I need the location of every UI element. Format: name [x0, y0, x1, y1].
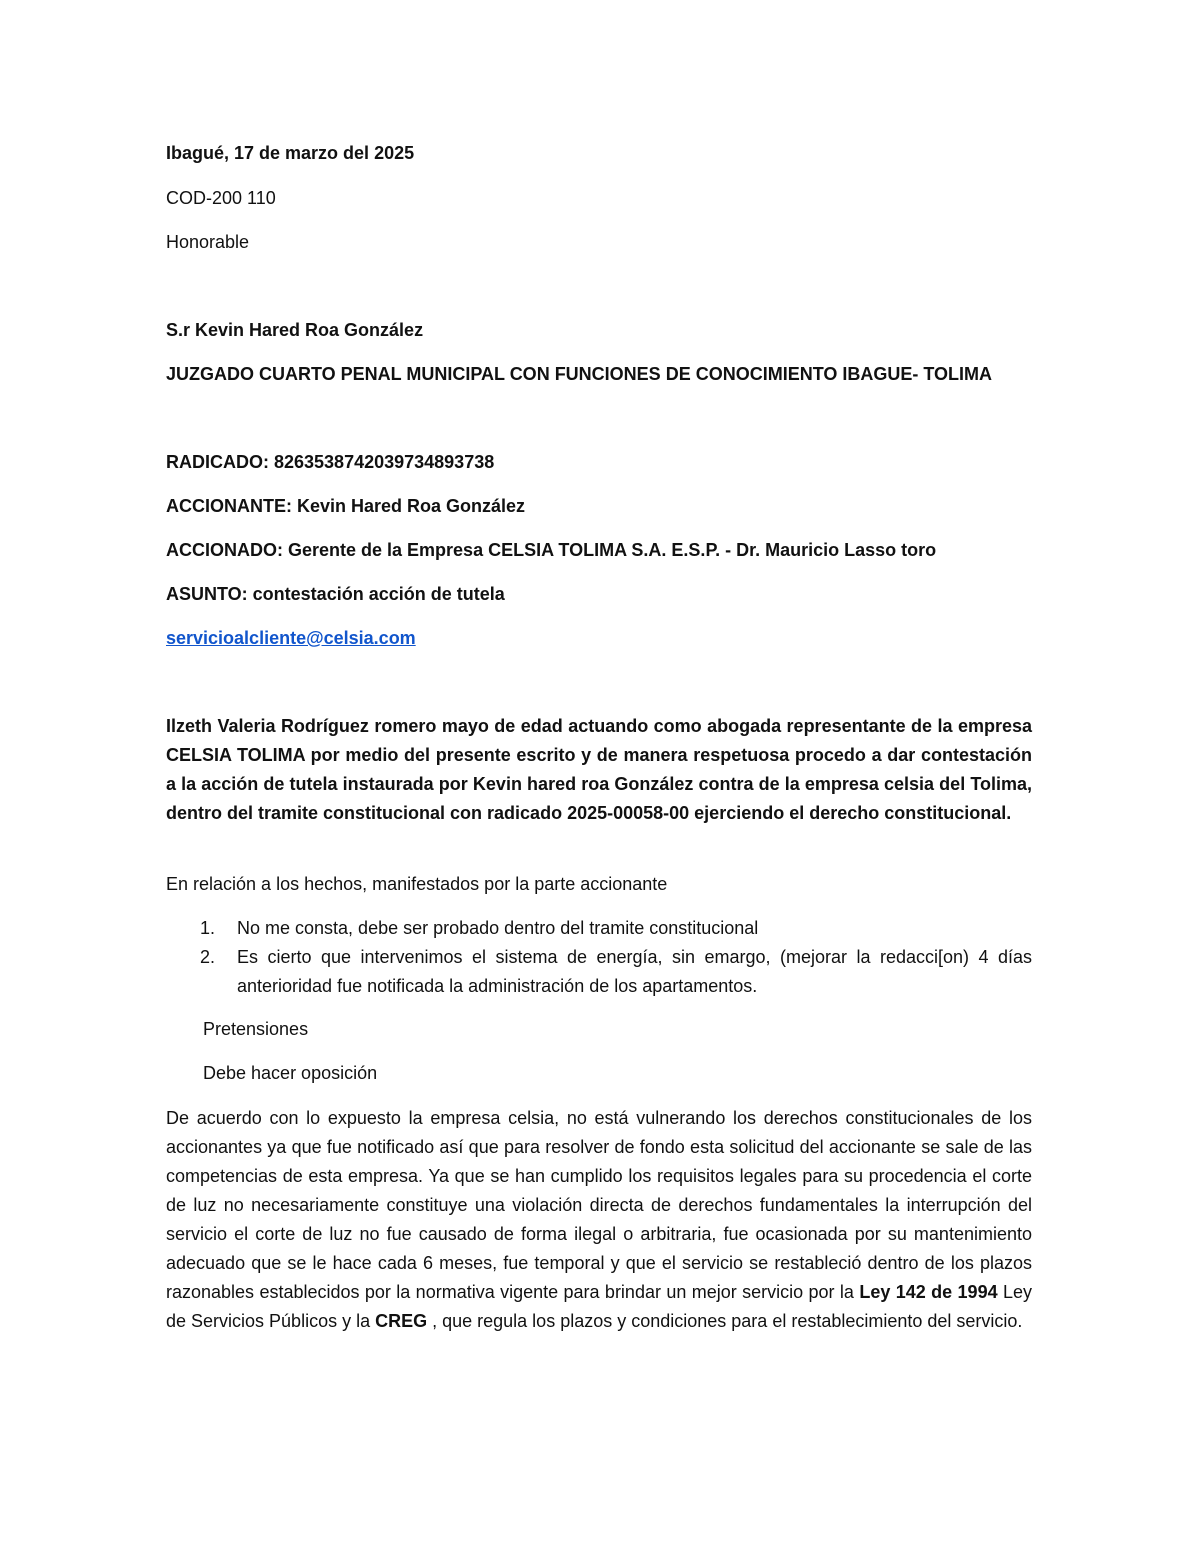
list-item [166, 943, 1032, 1001]
closing-text-1: De acuerdo con lo expuesto la empresa celsia, no está vulnerando los derechos constitucionales de los accionantes ya que fue notificado así que para resolver de fondo esta solicitud del accionante se sale de las competencias de esta empresa. Ya que se han cumplido los requisitos legales para su procedencia el corte de luz no necesariamente constituye una violación directa de derechos fundamentales la interrupción del servicio el corte de luz no fue causado de forma ilegal o arbitraria, fue ocasionada por su mantenimiento adecuado que se le hace cada 6 meses, fue temporal y que el servicio se restableció dentro de los plazos razonables establecidos por la normativa vigente para brindar un mejor servicio por la [166, 1108, 1032, 1302]
document-code: COD-200 110 [166, 188, 276, 208]
list-item [166, 914, 1032, 943]
salutation: Honorable [166, 232, 250, 252]
list-item-text: No me consta, debe ser probado dentro del tramite constitucional [237, 918, 759, 938]
court-name: JUZGADO CUARTO PENAL MUNICIPAL CON FUNCIONES DE CONOCIMIENTO IBAGUE- TOLIMA [166, 364, 993, 384]
email-link[interactable]: servicioalcliente@celsia.com [166, 628, 416, 648]
intro-paragraph: Ilzeth Valeria Rodríguez romero mayo de edad actuando como abogada representante de la empresa CELSIA TOLIMA por medio del presente escrito y de manera respetuosa procedo a dar contestación a la acción de tutela instaurada por Kevin hared roa González contra de la empresa celsia del Tolima, dentro del tramite constitucional con radicado 2025-00058-00 ejerciendo el derecho constitucional. [166, 716, 1032, 823]
facts-list [166, 914, 1032, 1001]
list-item-text: Es cierto que intervenimos el sistema de energía, sin emargo, (mejorar la redacci[on) 4 días anterioridad fue notificada la administración de los apartamentos. [237, 947, 1032, 996]
creg-reference: CREG [375, 1311, 428, 1331]
recipient-name: S.r Kevin Hared Roa González [166, 320, 424, 340]
accionado-line: ACCIONADO: Gerente de la Empresa CELSIA TOLIMA S.A. E.S.P. - Dr. Mauricio Lasso toro [166, 540, 937, 560]
date-line: Ibagué, 17 de marzo del 2025 [166, 143, 415, 163]
list-item-number: 1. [200, 918, 216, 938]
closing-text-3: , que regula los plazos y condiciones para el restablecimiento del servicio. [427, 1311, 1023, 1331]
accionante-line: ACCIONANTE: Kevin Hared Roa González [166, 496, 526, 516]
radicado-line: RADICADO: 8263538742039734893738 [166, 452, 495, 472]
list-item-number: 2. [200, 947, 216, 967]
oposicion-line: Debe hacer oposición [203, 1063, 378, 1083]
law-reference: Ley 142 de 1994 [859, 1282, 998, 1302]
asunto-line: ASUNTO: contestación acción de tutela [166, 584, 505, 604]
closing-paragraph [166, 1104, 1032, 1336]
facts-intro: En relación a los hechos, manifestados por la parte accionante [166, 874, 668, 894]
pretensiones-heading: Pretensiones [203, 1019, 309, 1039]
closing-text-2: Ley de Servicios Públicos y la [166, 1282, 1032, 1331]
